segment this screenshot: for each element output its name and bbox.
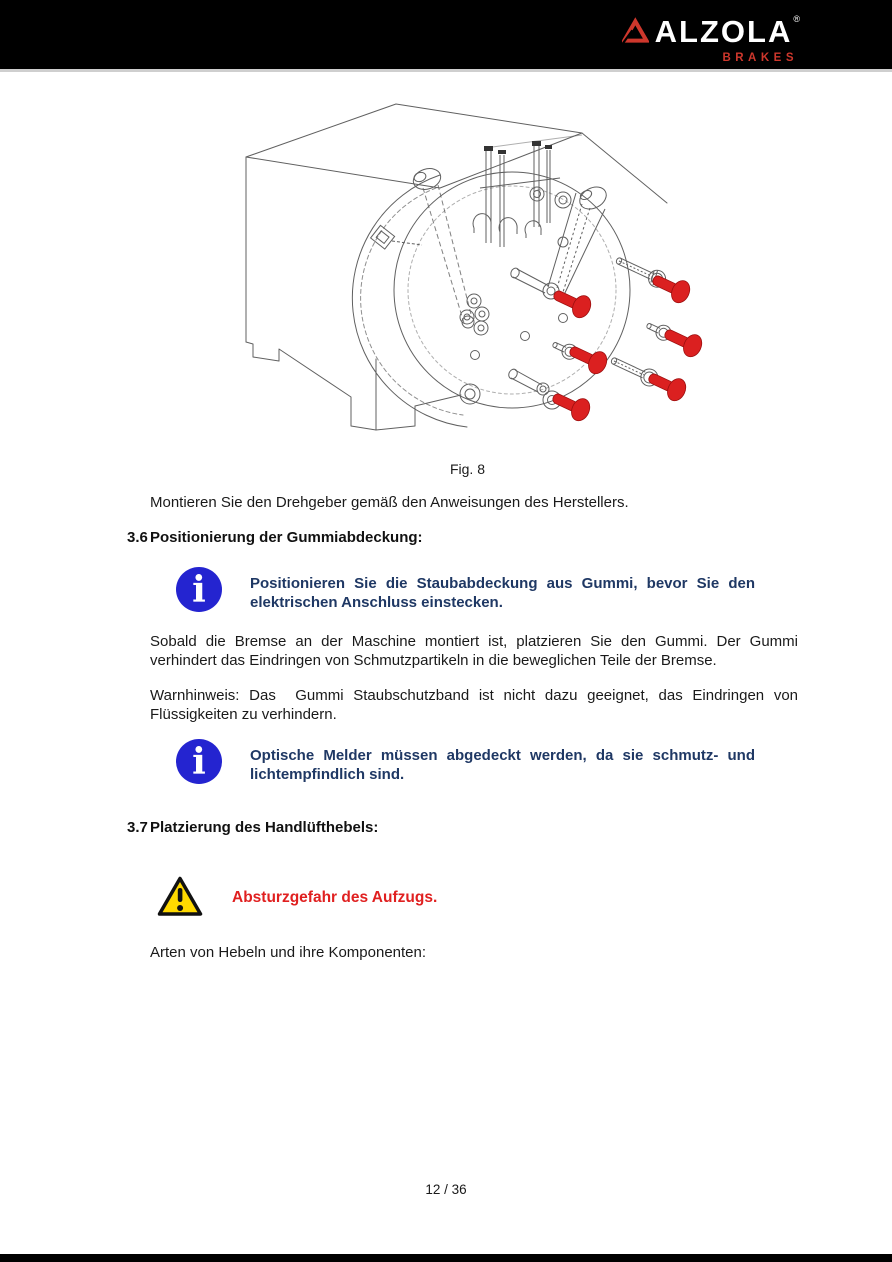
section-number: 3.7 <box>127 819 148 836</box>
para-warning-note: Warnhinweis: Das Gummi Staubschutzband ist nicht dazu geeignet, das Eindringen von Flüssigkeiten zu verhindern. <box>150 687 798 723</box>
warning-triangle-icon <box>157 875 203 918</box>
brand-subtitle: BRAKES <box>722 52 798 64</box>
info-icon <box>176 567 222 612</box>
section-title: Positionierung der Gummiabdeckung: <box>150 529 423 546</box>
section-heading-3-7 <box>127 819 378 836</box>
registered-mark: ® <box>793 14 800 24</box>
header-bar <box>0 0 892 72</box>
svg-text:i: i <box>192 741 206 783</box>
info-note-2-text: Optische Melder müssen abgedeckt werden, da sie schmutz- und lichtempfindlich sind. <box>250 747 755 783</box>
info-icon <box>176 739 222 784</box>
hazard-text: Absturzgefahr des Aufzugs. <box>232 889 438 906</box>
red-bolts <box>549 269 705 424</box>
footer-bar <box>0 1254 892 1262</box>
page-number: 12 / 36 <box>425 1182 467 1197</box>
section-number: 3.6 <box>127 529 148 546</box>
para-lever-types: Arten von Hebeln und ihre Komponenten: <box>150 944 427 961</box>
para-rubber-cover: Sobald die Bremse an der Maschine montiert ist, platzieren Sie den Gummi. Der Gummi verhindert das Eindringen von Schmutzpartikeln in die beweglichen Teile der Bremse. <box>150 633 798 669</box>
brand-triangle-icon <box>622 13 649 49</box>
para-mount-encoder: Montieren Sie den Drehgeber gemäß den Anweisungen des Herstellers. <box>150 494 629 511</box>
figure-caption: Fig. 8 <box>449 461 485 477</box>
section-title: Platzierung des Handlüfthebels: <box>150 819 379 836</box>
brand-logo <box>622 13 800 64</box>
brake-assembly-drawing <box>230 95 705 445</box>
brake-assembly-figure <box>230 95 705 445</box>
info-note-1-text: Positionieren Sie die Staubabdeckung aus Gummi, bevor Sie den elektrischen Anschluss einstecken. <box>250 575 755 611</box>
section-heading-3-6 <box>127 529 423 546</box>
brand-name: ALZOLA <box>654 13 793 49</box>
svg-text:i: i <box>192 569 206 611</box>
